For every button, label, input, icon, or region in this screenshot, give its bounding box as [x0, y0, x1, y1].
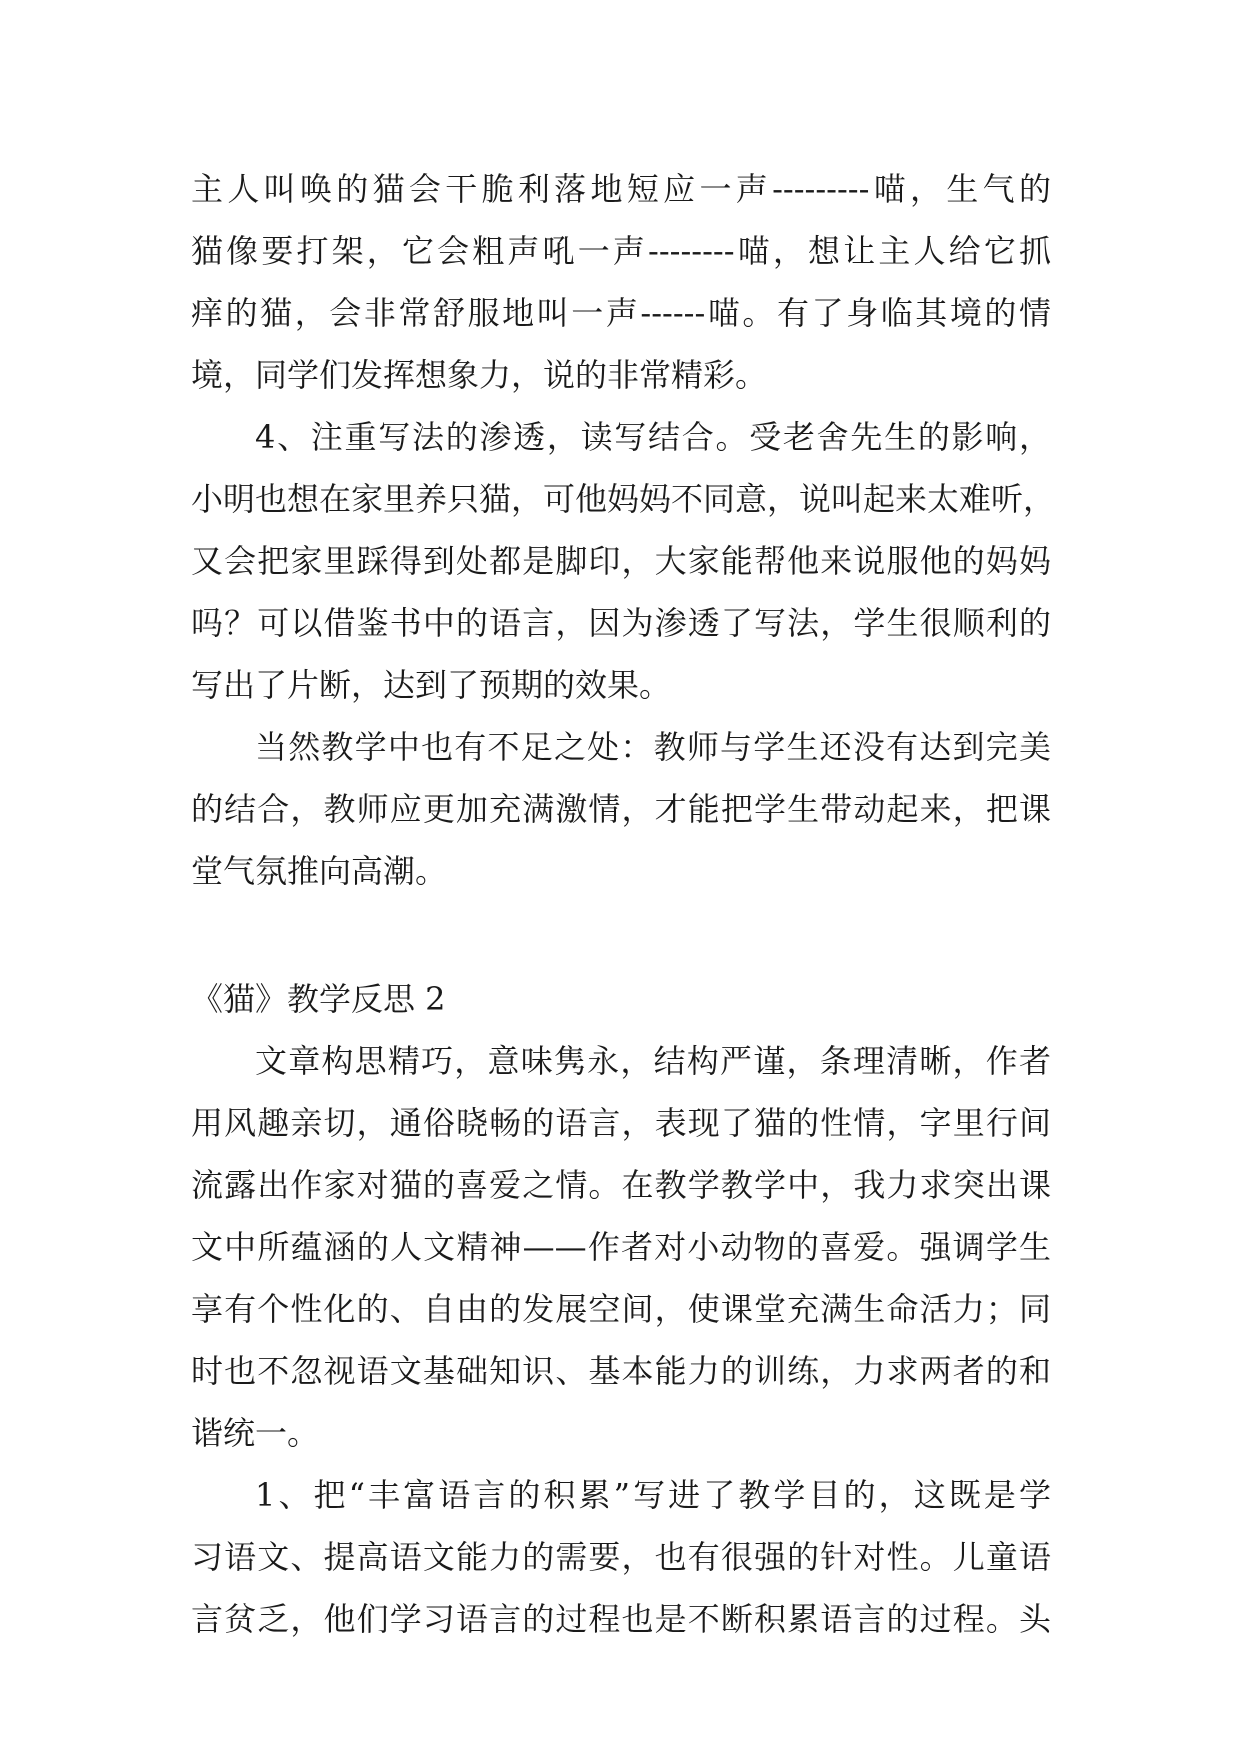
text-line: 言贫乏，他们学习语言的过程也是不断积累语言的过程。头	[191, 1600, 1051, 1638]
text-line: 用风趣亲切，通俗晓畅的语言，表现了猫的性情，字里行间	[191, 1104, 1051, 1142]
text-line: 时也不忽视语文基础知识、基本能力的训练，力求两者的和	[191, 1352, 1051, 1390]
text-line: 痒的猫，会非常舒服地叫一声------喵。有了身临其境的情	[191, 294, 1051, 332]
text-line: 的结合，教师应更加充满激情，才能把学生带动起来，把课	[191, 790, 1051, 828]
text-line: 习语文、提高语文能力的需要，也有很强的针对性。儿童语	[191, 1538, 1051, 1576]
paragraph-1	[191, 158, 1051, 406]
text-line: 境，同学们发挥想象力，说的非常精彩。	[191, 356, 768, 394]
paragraph-4	[191, 1030, 1051, 1464]
text-line: 吗？可以借鉴书中的语言，因为渗透了写法，学生很顺利的	[191, 604, 1051, 642]
text-line: 4、注重写法的渗透，读写结合。受老舍先生的影响，	[255, 418, 1051, 456]
paragraph-3	[191, 716, 1051, 902]
text-line: 写出了片断，达到了预期的效果。	[191, 666, 672, 704]
text-line: 流露出作家对猫的喜爱之情。在教学教学中，我力求突出课	[191, 1166, 1051, 1204]
text-line: 谐统一。	[191, 1414, 320, 1452]
document-page	[191, 158, 1056, 1650]
text-line: 主人叫唤的猫会干脆利落地短应一声---------喵，生气的	[191, 170, 1051, 208]
paragraph-2	[191, 406, 1056, 716]
text-line: 1、把“丰富语言的积累”写进了教学目的，这既是学	[255, 1476, 1051, 1514]
section-heading: 《猫》教学反思 2	[191, 980, 446, 1018]
text-line: 堂气氛推向高潮。	[191, 852, 448, 890]
text-line: 小明也想在家里养只猫，可他妈妈不同意，说叫起来太难听，	[191, 480, 1056, 518]
text-line: 猫像要打架，它会粗声吼一声--------喵，想让主人给它抓	[191, 232, 1051, 270]
text-line: 文章构思精巧，意味隽永，结构严谨，条理清晰，作者	[255, 1042, 1051, 1080]
text-line: 文中所蕴涵的人文精神——作者对小动物的喜爱。强调学生	[191, 1228, 1051, 1266]
text-line: 又会把家里踩得到处都是脚印，大家能帮他来说服他的妈妈	[191, 542, 1051, 580]
text-line: 享有个性化的、自由的发展空间，使课堂充满生命活力；同	[191, 1290, 1051, 1328]
paragraph-5	[191, 1464, 1051, 1650]
text-line: 当然教学中也有不足之处：教师与学生还没有达到完美	[255, 728, 1051, 766]
